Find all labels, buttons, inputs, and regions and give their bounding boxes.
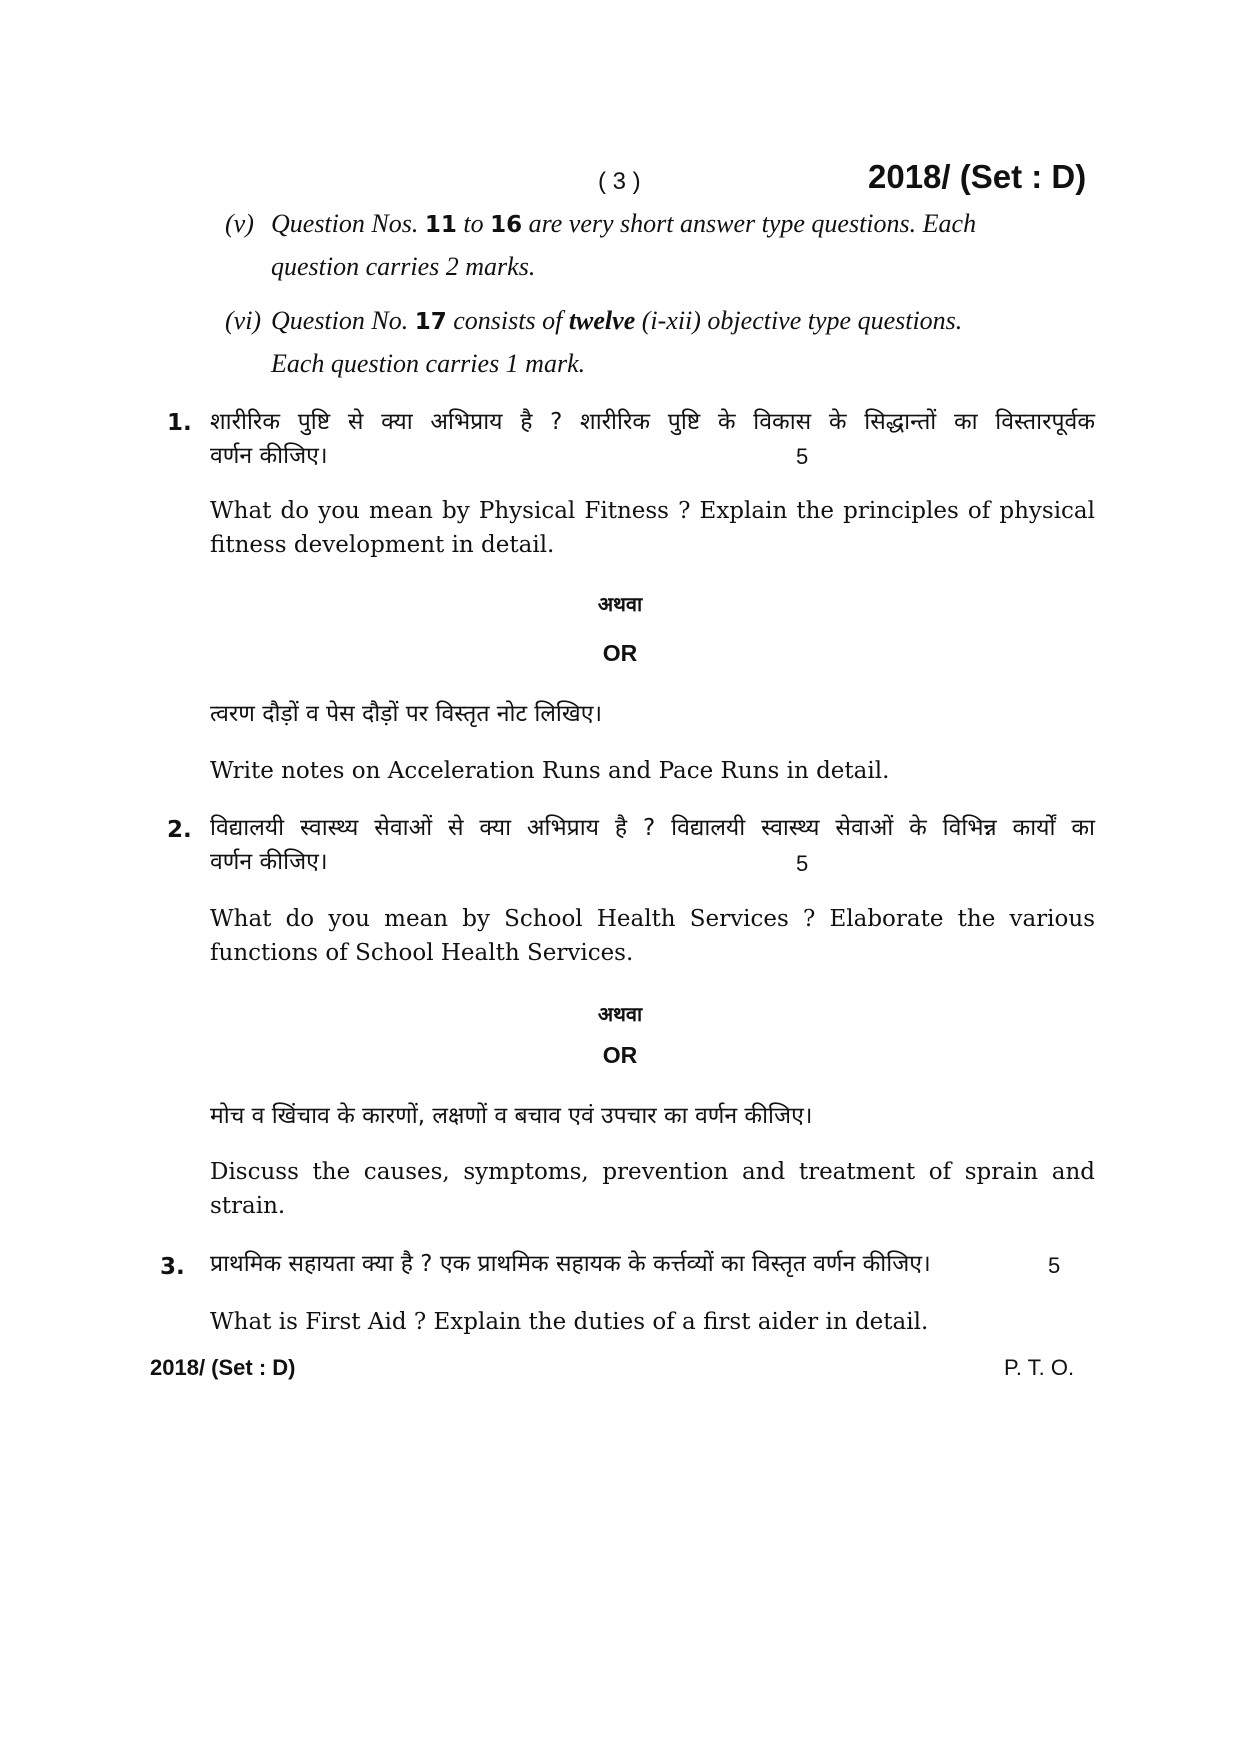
instruction-text: Question Nos. bbox=[271, 209, 425, 238]
instruction-number: 11 bbox=[424, 212, 457, 238]
instruction-v bbox=[225, 203, 1095, 288]
instruction-text: Question No. bbox=[271, 306, 415, 335]
question-number: 2. bbox=[167, 817, 192, 843]
question-number: 1. bbox=[167, 410, 192, 436]
or-hindi: अथवा bbox=[597, 592, 643, 616]
alternative-english: Discuss the causes, symptoms, prevention and treatment of sprain and strain. bbox=[210, 1159, 1095, 1219]
question-hindi: शारीरिक पुष्टि से क्या अभिप्राय है ? शारीरिक पुष्टि के विकास के सिद्धान्तों का विस्तारपूर्वक bbox=[210, 409, 1095, 435]
footer-set-code: 2018/ (Set : D) bbox=[150, 1355, 296, 1380]
question-marks: 5 bbox=[1048, 1253, 1061, 1278]
instruction-text: to bbox=[456, 209, 491, 238]
alternative-hindi: त्वरण दौड़ों व पेस दौड़ों पर विस्तृत नोट लिखिए। bbox=[210, 701, 603, 727]
question-hindi: विद्यालयी स्वास्थ्य सेवाओं से क्या अभिप्राय है ? विद्यालयी स्वास्थ्य सेवाओं के विभिन्न कार्यों का bbox=[210, 815, 1095, 841]
question-hindi-line2: वर्णन कीजिए। bbox=[210, 443, 328, 469]
instruction-label: (vi) bbox=[225, 306, 262, 335]
instruction-label: (v) bbox=[225, 209, 254, 238]
instruction-bold-word: twelve bbox=[568, 306, 636, 335]
instruction-vi bbox=[225, 300, 1095, 385]
set-code-header: 2018/ (Set : D) bbox=[868, 158, 1087, 195]
question-number: 3. bbox=[160, 1254, 185, 1280]
question-english: What is First Aid ? Explain the duties of a first aider in detail. bbox=[210, 1309, 929, 1335]
or-hindi: अथवा bbox=[597, 1002, 643, 1026]
question-marks: 5 bbox=[796, 444, 809, 469]
instruction-text: consists of bbox=[446, 306, 569, 335]
instruction-text-line2: Each question carries 1 mark. bbox=[271, 349, 586, 378]
footer-pto: P. T. O. bbox=[1004, 1355, 1075, 1380]
question-english: What do you mean by Physical Fitness ? Explain the principles of physical fitness development in detail. bbox=[210, 498, 1095, 558]
alternative-english: Write notes on Acceleration Runs and Pace Runs in detail. bbox=[210, 758, 890, 784]
or-english: OR bbox=[602, 1042, 638, 1068]
instruction-number: 16 bbox=[490, 212, 523, 238]
question-marks: 5 bbox=[796, 851, 809, 876]
instruction-text-line2: question carries 2 marks. bbox=[271, 252, 536, 281]
instruction-text: are very short answer type questions. Each bbox=[522, 209, 977, 238]
page-number: ( 3 ) bbox=[598, 168, 641, 195]
question-hindi-line2: वर्णन कीजिए। bbox=[210, 849, 328, 875]
instruction-text: (i-xii) objective type questions. bbox=[635, 306, 963, 335]
alternative-hindi: मोच व खिंचाव के कारणों, लक्षणों व बचाव एवं उपचार का वर्णन कीजिए। bbox=[210, 1103, 813, 1129]
or-english: OR bbox=[602, 640, 638, 666]
question-hindi: प्राथमिक सहायता क्या है ? एक प्राथमिक सहायक के कर्त्तव्यों का विस्तृत वर्णन कीजिए। bbox=[210, 1251, 931, 1277]
instruction-number: 17 bbox=[414, 309, 447, 335]
question-english: What do you mean by School Health Services ? Elaborate the various functions of School Health Services. bbox=[210, 906, 1095, 966]
